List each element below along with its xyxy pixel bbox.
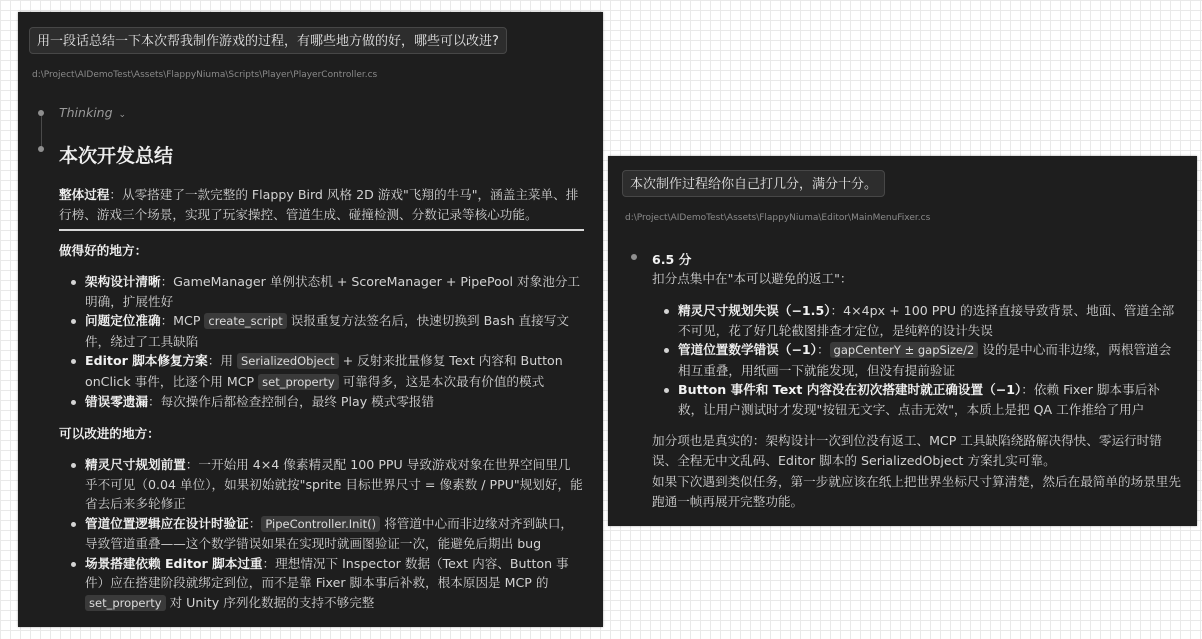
list-item: 错误零遗漏：每次操作后都检查控制台，最终 Play 模式零报错 [85, 392, 580, 412]
overview-text: ：从零搭建了一款完整的 Flappy Bird 风格 2D 游戏"飞翔的牛马"，涵盖主菜单、排行榜、游戏三个场景，实现了玩家操控、管道生成、碰撞检测、分数记录等核心功能。 [59, 187, 579, 222]
file-path-label[interactable]: d:\Project\AIDemoTest\Assets\FlappyNiuma\Editor\MainMenuFixer.cs [625, 213, 931, 223]
response-bullet [38, 146, 44, 152]
next-paragraph: 如果下次遇到类似任务，第一步就应该在纸上把世界坐标尺寸算清楚，然后在最简单的场景里先跑通一帧再展开完整功能。 [652, 474, 1181, 509]
response-bullet [631, 254, 637, 260]
score-value: 6.5 分 [652, 252, 692, 267]
thinking-label: Thinking [59, 105, 113, 120]
list-item: 管道位置逻辑应在设计时验证： PipeController.Init() 将管道中心而非边缘对齐到缺口，导致管道重叠——这个数学错误如果在实现时就画图验证一次，能避免后期出 bug [85, 514, 583, 554]
timeline-line [41, 116, 42, 148]
chat-panel-right [608, 156, 1197, 526]
good-heading: 做得好的地方： [59, 243, 148, 258]
file-path-label[interactable]: d:\Project\AIDemoTest\Assets\FlappyNiuma\Scripts\Player\PlayerController.cs [32, 70, 378, 80]
improve-heading: 可以改进的地方： [59, 426, 160, 441]
thinking-bullet [38, 110, 44, 116]
thinking-toggle[interactable] [59, 105, 126, 120]
user-query-bubble[interactable]: 本次制作过程给你自己打几分，满分十分。 [622, 170, 885, 197]
chat-panel-left [18, 12, 603, 627]
list-item: Button 事件和 Text 内容没在初次搭建时就正确设置（−1）：依赖 Fixer 脚本事后补救，让用户测试时才发现"按钮无文字、点击无效"，本质上是把 QA 工作推给了用户 [678, 380, 1183, 419]
inline-code: gapCenterY ± gapSize/2 [830, 342, 979, 358]
inline-code: create_script [204, 313, 286, 329]
list-item: 管道位置数学错误（−1）： gapCenterY ± gapSize/2 设的是中心而非边缘，两根管道会相互重叠，用纸画一下就能发现，但没有提前验证 [678, 340, 1183, 380]
list-item: 架构设计清晰：GameManager 单例状态机 + ScoreManager + PipePool 对象池分工明确，扩展性好 [85, 272, 580, 311]
deduction-intro: 扣分点集中在"本可以避免的返工"： [652, 271, 853, 286]
good-list [85, 272, 580, 412]
inline-code: PipeController.Init() [261, 516, 380, 532]
list-item: 精灵尺寸规划前置：一开始用 4×4 像素精灵配 100 PPU 导致游戏对象在世界空间里几乎不可见（0.04 单位），如果初始就按"sprite 目标世界尺寸 = 像素数 / PPU"规划好，能省去后来多轮修正 [85, 455, 583, 514]
user-query-bubble[interactable]: 用一段话总结一下本次帮我制作游戏的过程，有哪些地方做的好，哪些可以改进? [29, 27, 507, 54]
overview-label: 整体过程 [59, 187, 110, 202]
list-item: Editor 脚本修复方案：用 SerializedObject + 反射来批量修复 Text 内容和 Button onClick 事件，比逐个用 MCP set_property 可靠得多，这是本次最有价值的模式 [85, 351, 580, 392]
list-item: 精灵尺寸规划失误（−1.5）：4×4px + 100 PPU 的选择直接导致背景、地面、管道全部不可见，花了好几轮截图排查才定位，是纯粹的设计失误 [678, 301, 1183, 340]
deduction-list [678, 301, 1183, 419]
inline-code: set_property [85, 595, 166, 611]
response-title: 本次开发总结 [59, 145, 174, 167]
overview-paragraph [59, 185, 584, 224]
inline-code: set_property [258, 374, 339, 390]
chevron-down-icon: ⌄ [118, 110, 127, 120]
improve-list [85, 455, 583, 613]
list-item: 场景搭建依赖 Editor 脚本过重：理想情况下 Inspector 数据（Text 内容、Button 事件）应在搭建阶段就绑定到位，而不是靠 Fixer 脚本事后补救，根本原因是 MCP 的 set_property 对 Unity 序列化数据的支持不够完整 [85, 554, 583, 614]
list-item: 问题定位准确：MCP create_script 误报重复方法签名后，快速切换到 Bash 直接写文件，绕过了工具缺陷 [85, 311, 580, 351]
plus-paragraph: 加分项也是真实的：架构设计一次到位没有返工、MCP 工具缺陷绕路解决得快、零运行时错误、全程无中文乱码、Editor 脚本的 SerializedObject 方案扎实可靠。 [652, 433, 1162, 468]
inline-code: SerializedObject [237, 353, 339, 369]
divider [59, 229, 584, 231]
